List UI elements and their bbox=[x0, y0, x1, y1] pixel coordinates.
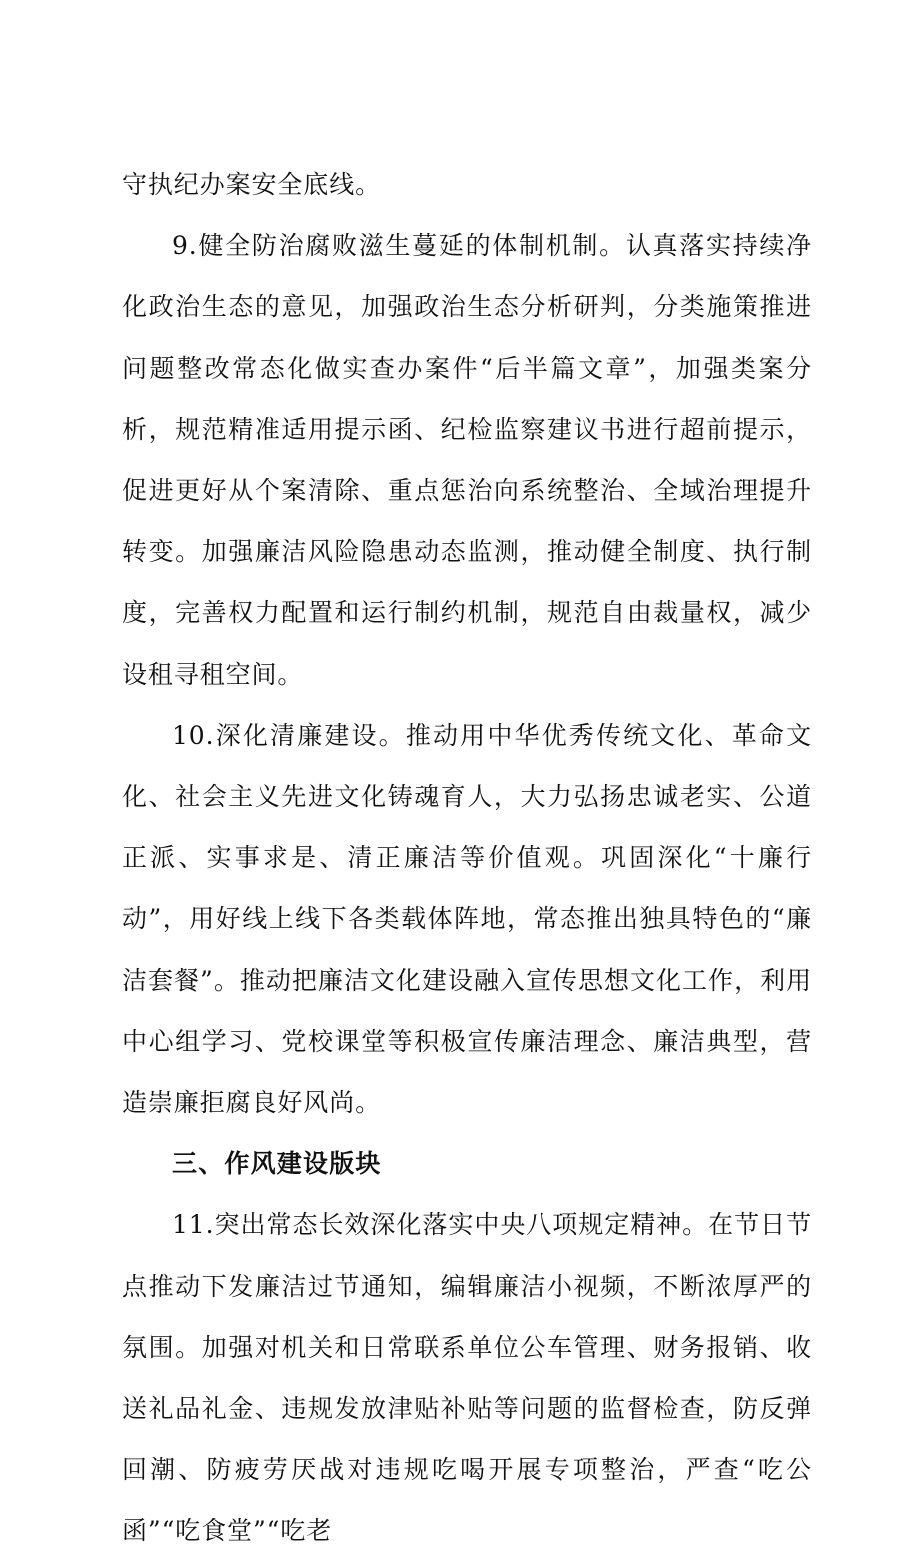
section-heading: 三、作风建设版块 bbox=[172, 1149, 382, 1179]
paragraph-item-11: 11.突出常态长效深化落实中央八项规定精神。在节日节点推动下发廉洁过节通知，编辑廉洁小视频，不断浓厚严的氛围。加强对机关和日常联系单位公车管理、财务报销、收送礼品礼金、违规发放津贴补贴等问题的监督检查，防反弹回潮、防疲劳厌战对违规吃喝开展专项整治，严查“吃公函”“吃食堂”“吃老 bbox=[122, 1210, 812, 1546]
paragraph-item-10: 10.深化清廉建设。推动用中华优秀传统文化、革命文化、社会主义先进文化铸魂育人，大力弘扬忠诚老实、公道正派、实事求是、清正廉洁等价值观。巩固深化“十廉行动”，用好线上线下各类载体阵地，常态推出独具特色的“廉洁套餐”。推动把廉洁文化建设融入宣传思想文化工作，利用中心组学习、党校课堂等积极宣传廉洁理念、廉洁典型，营造崇廉拒腐良好风尚。 bbox=[122, 720, 812, 1118]
document-body bbox=[122, 154, 812, 1562]
paragraph-item-9: 9.健全防治腐败滋生蔓延的体制机制。认真落实持续净化政治生态的意见，加强政治生态分析研判，分类施策推进问题整改常态化做实查办案件“后半篇文章”，加强类案分析，规范精准适用提示函、纪检监察建议书进行超前提示，促进更好从个案清除、重点惩治向系统整治、全域治理提升转变。加强廉洁风险隐患动态监测，推动健全制度、执行制度，完善权力配置和运行制约机制，规范自由裁量权，减少设租寻租空间。 bbox=[122, 231, 812, 689]
paragraph-continuation: 守执纪办案安全底线。 bbox=[122, 170, 382, 199]
